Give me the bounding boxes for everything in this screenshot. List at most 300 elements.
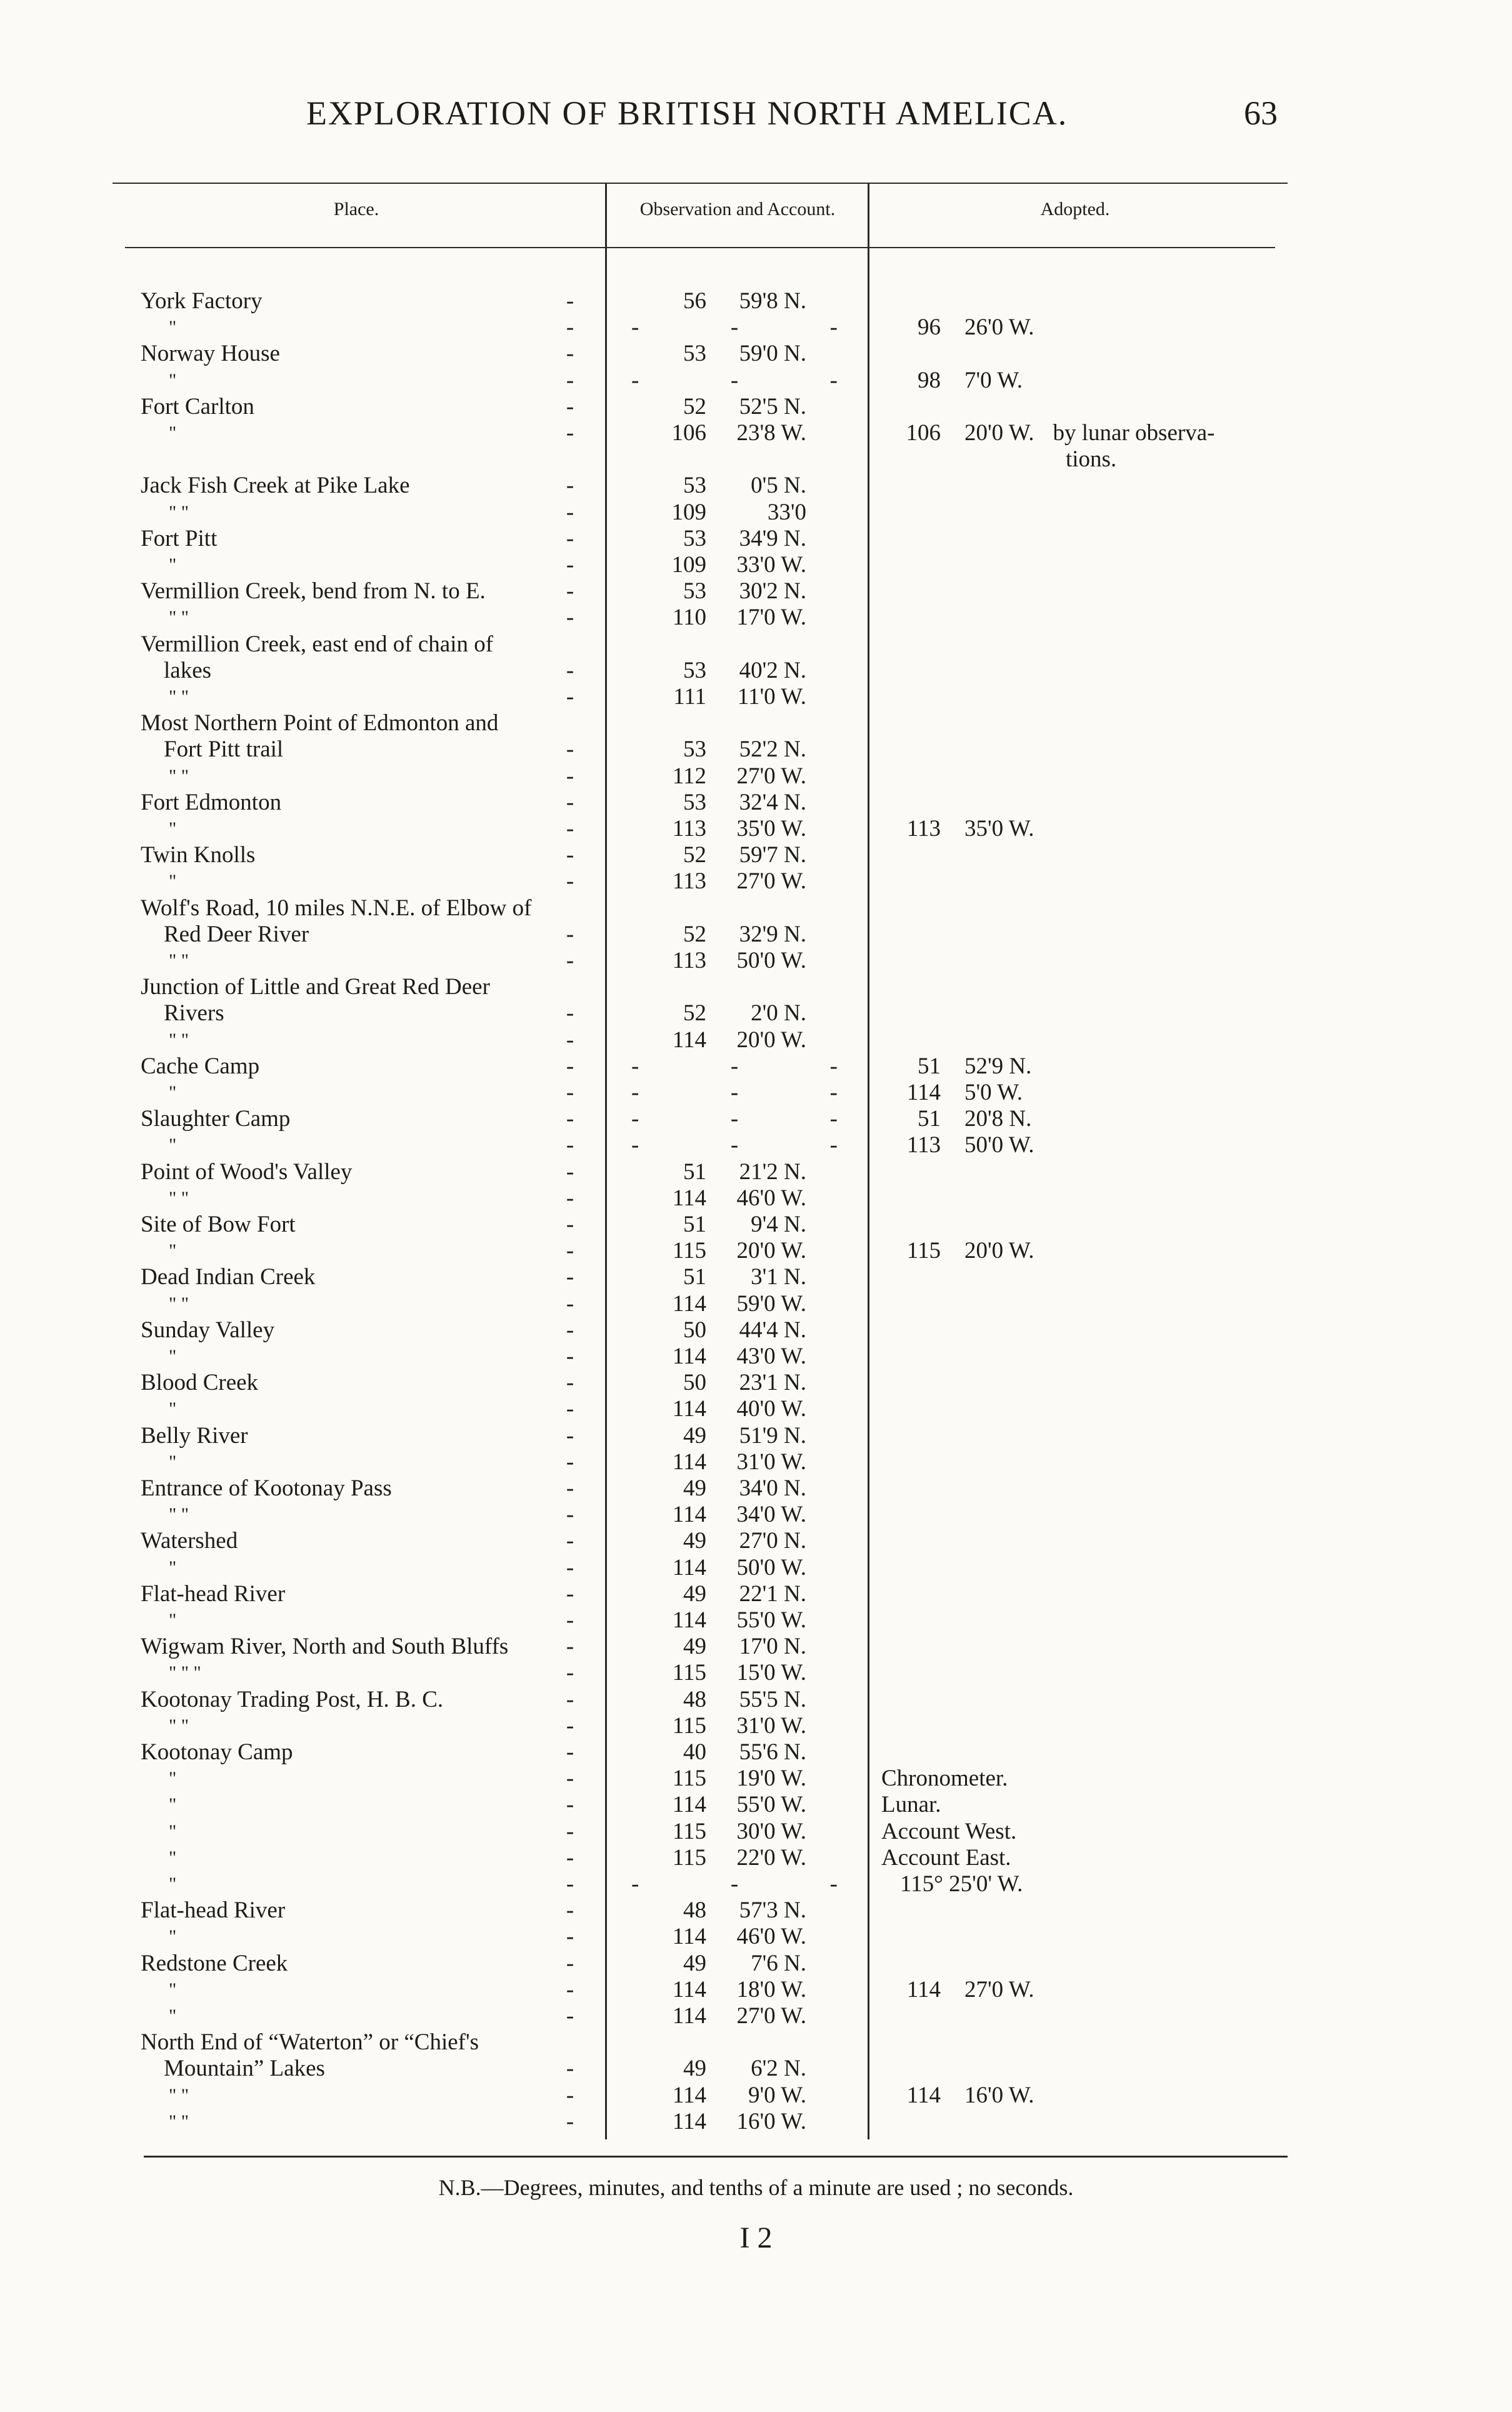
observation-minutes: 55'0 W. [736,1792,806,1817]
observation-degrees: 53 [683,578,706,604]
leader-dash: - [566,816,574,842]
table-row [0,1977,1512,2002]
place-name: Slaughter Camp [141,1106,291,1132]
leader-dash: - [566,736,574,762]
adopted-degrees: 51 [918,1106,941,1132]
adopted-note: by lunar observa- [1053,420,1215,446]
observation-degrees: 114 [672,1396,706,1422]
adopted-degrees: 114 [906,2083,941,2108]
place-name: " [169,1610,177,1631]
place-name: " [169,1847,177,1868]
observation-minutes: 23'8 W. [736,420,806,446]
place-name: Red Deer River [164,922,309,947]
place-name: " [169,1557,177,1578]
observation-degrees: 114 [672,1344,706,1369]
observation-minutes: 50'0 W. [736,948,806,973]
place-name: " [169,1346,177,1367]
observation-degrees: 40 [683,1739,706,1765]
table-row [0,764,1512,789]
observation-minutes: 40'0 W. [736,1396,806,1422]
place-name: " [169,423,177,443]
observation-degrees: 113 [672,816,706,842]
observation-minutes: 11'0 W. [737,684,806,710]
observation-minutes: 40'2 N. [739,658,806,683]
observation-minutes: 35'0 W. [736,816,806,842]
table-row [0,790,1512,815]
observation-minutes: 43'0 W. [736,1344,806,1369]
adopted-minutes: 35'0 W. [964,816,1034,842]
table-row [0,1924,1512,1949]
observation-minutes: 30'2 N. [739,578,806,604]
adopted-value [881,817,1034,842]
table-row [0,1582,1512,1607]
observation-degrees: 115 [672,1238,706,1264]
observation-degrees: 51 [683,1264,706,1290]
observation-degrees: 109 [671,500,706,525]
observation-blank: - - - [631,1080,838,1105]
observation-minutes: 27'0 W. [736,2003,806,2029]
adopted-degrees: 115 [906,1238,941,1264]
leader-dash: - [566,526,574,551]
observation-minutes: 23'1 N. [739,1370,806,1395]
observation-minutes: 18'0 W. [736,1977,806,2002]
table-row [0,632,1512,657]
table-row [0,1239,1512,1264]
leader-dash: - [566,763,574,789]
adopted-value [881,1819,1016,1844]
place-name: " [169,1821,177,1842]
adopted-value [881,1054,1031,1079]
place-name: Vermillion Creek, east end of chain of [141,631,494,657]
place-name: Fort Edmonton [141,790,282,815]
adopted-minutes: 20'8 N. [964,1106,1032,1132]
place-name: Rivers [164,1000,224,1026]
observation-minutes: 3'1 N. [751,1264,806,1290]
table-row [0,1292,1512,1317]
table-row [0,1740,1512,1765]
place-name: " " [169,2111,189,2132]
adopted-note: 115° 25'0' W. [900,1871,1023,1897]
table-row [0,2109,1512,2134]
observation-degrees: 114 [672,1449,706,1475]
observation-minutes: 0'5 N. [751,473,806,498]
adopted-minutes: 20'0 W. [964,420,1034,446]
observation-degrees: 113 [672,868,706,894]
leader-dash: - [566,1238,574,1264]
observation-degrees: 113 [672,948,706,973]
observation-minutes: 7'6 N. [751,1951,806,1976]
observation-minutes: 6'2 N. [751,2056,806,2081]
observation-degrees: 114 [672,1185,706,1211]
place-name: Vermillion Creek, bend from N. to E. [141,578,486,604]
table-row [0,948,1512,973]
observation-degrees: 115 [672,1713,706,1739]
observation-minutes: 30'0 W. [736,1819,806,1844]
place-name: Site of Bow Fort [141,1212,296,1237]
place-name: Sunday Valley [141,1317,275,1343]
observation-minutes: 50'0 W. [736,1555,806,1580]
observation-minutes: 20'0 W. [736,1238,806,1264]
observation-degrees: 114 [672,2003,706,2029]
observation-minutes: 9'4 N. [751,1212,806,1237]
place-name: " [169,370,177,391]
table-row [0,1424,1512,1449]
leader-dash: - [566,1713,574,1739]
leader-dash: - [566,1502,574,1527]
table-row [0,526,1512,551]
table-row [0,1555,1512,1580]
observation-degrees: 52 [683,842,706,868]
observation-minutes: 51'9 N. [739,1423,806,1449]
leader-dash: - [566,684,574,710]
adopted-value [900,1872,1023,1897]
place-name: " " " [169,1662,201,1683]
observation-minutes: 55'6 N. [739,1739,806,1765]
observation-degrees: 51 [683,1159,706,1185]
place-name: Most Northern Point of Edmonton and [141,710,499,736]
page-header [0,94,1512,144]
observation-degrees: 115 [672,1819,706,1844]
column-header-place: Place. [333,199,379,219]
leader-dash: - [566,1132,574,1158]
column-header-observation: Observation and Account. [639,199,836,219]
table-row [0,289,1512,314]
observation-degrees: 53 [683,473,706,498]
observation-degrees: 53 [683,790,706,815]
table-row [0,1265,1512,1290]
place-name: " " [169,1716,189,1736]
adopted-value [881,1846,1011,1871]
adopted-value [881,2083,1034,2108]
place-name: Kootonay Trading Post, H. B. C. [141,1687,444,1712]
adopted-degrees: 114 [906,1080,941,1105]
observation-degrees: 112 [672,763,706,789]
table-row [0,1661,1512,1686]
leader-dash: - [566,868,574,894]
table-row [0,1028,1512,1053]
adopted-value [881,368,1023,393]
leader-dash: - [566,1000,574,1026]
table-row [0,1819,1512,1844]
observation-minutes: 20'0 W. [736,1027,806,1053]
place-name: " " [169,1504,189,1525]
observation-degrees: 49 [683,1634,706,1659]
leader-dash: - [566,1897,574,1923]
observation-minutes: 21'2 N. [739,1159,806,1185]
observation-degrees: 53 [683,658,706,683]
leader-dash: - [566,1792,574,1817]
leader-dash: - [566,500,574,525]
place-name: Junction of Little and Great Red Deer [141,974,490,1000]
adopted-note: Account East. [881,1845,1011,1871]
table-row [0,1529,1512,1554]
place-name: Blood Creek [141,1370,259,1395]
observation-degrees: 53 [683,526,706,551]
table-row [0,473,1512,498]
adopted-degrees: 114 [906,1977,941,2002]
observation-minutes: 52'5 N. [739,394,806,420]
observation-degrees: 115 [672,1660,706,1686]
place-name: " [169,871,177,892]
adopted-value [881,1766,1008,1791]
leader-dash: - [566,1317,574,1343]
adopted-value [881,1133,1034,1158]
observation-degrees: 52 [683,922,706,947]
adopted-minutes: 7'0 W. [964,368,1023,393]
observation-degrees: 48 [683,1687,706,1712]
leader-dash: - [566,1819,574,1844]
observation-degrees: 114 [672,1502,706,1527]
place-name: Fort Pitt trail [164,736,284,762]
observation-degrees: 48 [683,1897,706,1923]
table-row [0,1133,1512,1158]
place-name: " [169,1794,177,1815]
footnote: N.B.—Degrees, minutes, and tenths of a minute are used ; no seconds. [438,2175,1074,2200]
observation-minutes: 19'0 W. [736,1766,806,1791]
place-name: Belly River [141,1423,248,1449]
place-name: " " [169,502,189,523]
table-row [0,394,1512,420]
leader-dash: - [566,1581,574,1607]
table-row [0,368,1512,393]
adopted-value [881,1977,1034,2002]
table-row [0,975,1512,1000]
place-name: " " [169,950,189,971]
table-row [0,1212,1512,1237]
observation-minutes: 34'9 N. [739,526,806,551]
table-row [0,579,1512,604]
leader-dash: - [566,1185,574,1211]
leader-dash: - [566,473,574,498]
table-row [0,1397,1512,1422]
observation-blank: - - - [631,1132,838,1158]
observation-minutes: 59'0 W. [736,1291,806,1317]
leader-dash: - [566,552,574,578]
adopted-minutes: 16'0 W. [964,2083,1034,2108]
adopted-degrees: 98 [918,368,941,393]
place-name: Redstone Creek [141,1951,288,1976]
adopted-degrees: 96 [918,314,941,340]
place-name: Entrance of Kootonay Pass [141,1475,392,1501]
table-row [0,2056,1512,2081]
table-row [0,2083,1512,2108]
observation-degrees: 56 [683,288,706,314]
observation-minutes: 9'0 W. [748,2083,806,2108]
leader-dash: - [566,578,574,604]
leader-dash: - [566,314,574,340]
observation-degrees: 49 [683,1581,706,1607]
adopted-note: Lunar. [881,1792,941,1817]
observation-blank: - - - [631,1871,838,1897]
place-name: " [169,818,177,839]
leader-dash: - [566,1766,574,1791]
observation-degrees: 49 [683,1951,706,1976]
leader-dash: - [566,420,574,446]
adopted-minutes: 50'0 W. [964,1132,1034,1158]
place-name: Point of Wood's Valley [141,1159,353,1185]
place-name: " " [169,766,189,786]
leader-dash: - [566,1951,574,1976]
place-name: " [169,1135,177,1155]
observation-degrees: 114 [672,1607,706,1633]
leader-dash: - [566,1871,574,1897]
table-row [0,685,1512,710]
adopted-degrees: 51 [918,1053,941,1079]
observation-degrees: 114 [672,1792,706,1817]
table-row [0,1186,1512,1211]
leader-dash: - [566,1106,574,1132]
observation-minutes: 27'0 W. [736,868,806,894]
adopted-value [881,1080,1023,1105]
table-row [0,922,1512,947]
table-row [0,1370,1512,1395]
place-name: North End of “Waterton” or “Chief's [141,2029,479,2055]
leader-dash: - [566,288,574,314]
table-row [0,1318,1512,1343]
observation-degrees: 49 [683,1423,706,1449]
observation-minutes: 55'0 W. [736,1607,806,1633]
observation-minutes: 16'0 W. [736,2109,806,2134]
place-name: " " [169,1188,189,1209]
leader-dash: - [566,1291,574,1317]
adopted-minutes: 5'0 W. [964,1080,1023,1105]
place-name: " " [169,607,189,628]
leader-dash: - [566,1607,574,1633]
leader-dash: - [566,1159,574,1185]
leader-dash: - [566,1687,574,1712]
place-name: Kootonay Camp [141,1739,293,1765]
observation-degrees: 52 [683,1000,706,1026]
table-row [0,1080,1512,1105]
adopted-minutes: 27'0 W. [964,1977,1034,2002]
table-row [0,1608,1512,1633]
table-row [0,1054,1512,1079]
observation-degrees: 53 [683,736,706,762]
table-row [0,737,1512,762]
adopted-minutes: 20'0 W. [964,1238,1034,1264]
table-row [0,1792,1512,1817]
table-row [0,658,1512,683]
leader-dash: - [566,658,574,683]
signature-mark: I 2 [739,2221,773,2254]
observation-minutes: 32'9 N. [739,922,806,947]
place-name: " [169,555,177,575]
place-name: lakes [164,658,212,683]
table-row [0,1898,1512,1923]
observation-degrees: 50 [683,1317,706,1343]
leader-dash: - [566,1634,574,1659]
place-name: " [169,317,177,338]
table-row [0,2030,1512,2055]
observation-degrees: 114 [672,1291,706,1317]
header-bottom-rule [125,247,1275,248]
observation-degrees: 114 [672,2109,706,2134]
table-row [0,896,1512,921]
adopted-note: tions. [1066,446,1117,472]
leader-dash: - [566,2056,574,2081]
leader-dash: - [566,948,574,973]
place-name: Fort Carlton [141,394,254,420]
observation-degrees: 106 [671,420,706,446]
table-row [0,1476,1512,1501]
leader-dash: - [566,394,574,420]
leader-dash: - [566,1660,574,1686]
place-name: Jack Fish Creek at Pike Lake [141,473,410,498]
place-name: " [169,1240,177,1261]
adopted-minutes: 52'9 N. [964,1053,1032,1079]
adopted-value [881,1107,1031,1132]
observation-minutes: 17'0 N. [739,1634,806,1659]
observation-minutes: 15'0 W. [736,1660,806,1686]
table-row [0,1502,1512,1527]
place-name: " [169,1399,177,1419]
table-row [0,1450,1512,1475]
adopted-degrees: 113 [906,816,941,842]
table-row [0,1160,1512,1185]
table-row [0,1001,1512,1026]
leader-dash: - [566,790,574,815]
leader-dash: - [566,341,574,366]
observation-degrees: 49 [683,2056,706,2081]
adopted-note: Chronometer. [881,1766,1008,1791]
observation-minutes: 22'0 W. [736,1845,806,1871]
column-header-adopted: Adopted. [1040,199,1110,219]
place-name: Flat-head River [141,1897,286,1923]
leader-dash: - [566,1475,574,1501]
observation-minutes: 31'0 W. [736,1713,806,1739]
leader-dash: - [566,1449,574,1475]
table-row [0,1344,1512,1369]
leader-dash: - [566,842,574,868]
table-row [0,711,1512,736]
leader-dash: - [566,2109,574,2134]
table-row [0,315,1512,340]
place-name: Watershed [141,1528,238,1554]
leader-dash: - [566,2003,574,2029]
leader-dash: - [566,1396,574,1422]
table-row [0,421,1512,446]
observation-degrees: 114 [672,1027,706,1053]
place-name: Twin Knolls [141,842,256,868]
observation-degrees: 49 [683,1475,706,1501]
adopted-minutes: 26'0 W. [964,314,1034,340]
observation-minutes: 27'0 W. [736,763,806,789]
observation-degrees: 115 [672,1766,706,1791]
leader-dash: - [566,1027,574,1053]
observation-blank: - - - [631,314,838,340]
leader-dash: - [566,922,574,947]
observation-degrees: 114 [672,1977,706,2002]
observation-degrees: 109 [671,552,706,578]
observation-minutes: 46'0 W. [736,1185,806,1211]
leader-dash: - [566,605,574,630]
observation-degrees: 51 [683,1212,706,1237]
adopted-value [881,421,1214,446]
observation-degrees: 110 [672,605,706,630]
place-name: " " [169,686,189,707]
place-name: Dead Indian Creek [141,1264,316,1290]
place-name: " [169,1082,177,1103]
observation-minutes: 2'0 N. [751,1000,806,1026]
place-name: " " [169,2085,189,2106]
table-row [0,1634,1512,1659]
adopted-degrees: 113 [906,1132,941,1158]
place-name: Cache Camp [141,1053,260,1079]
observation-degrees: 52 [683,394,706,420]
place-name: " [169,2006,177,2026]
table-row [0,1714,1512,1739]
table-row [0,843,1512,868]
